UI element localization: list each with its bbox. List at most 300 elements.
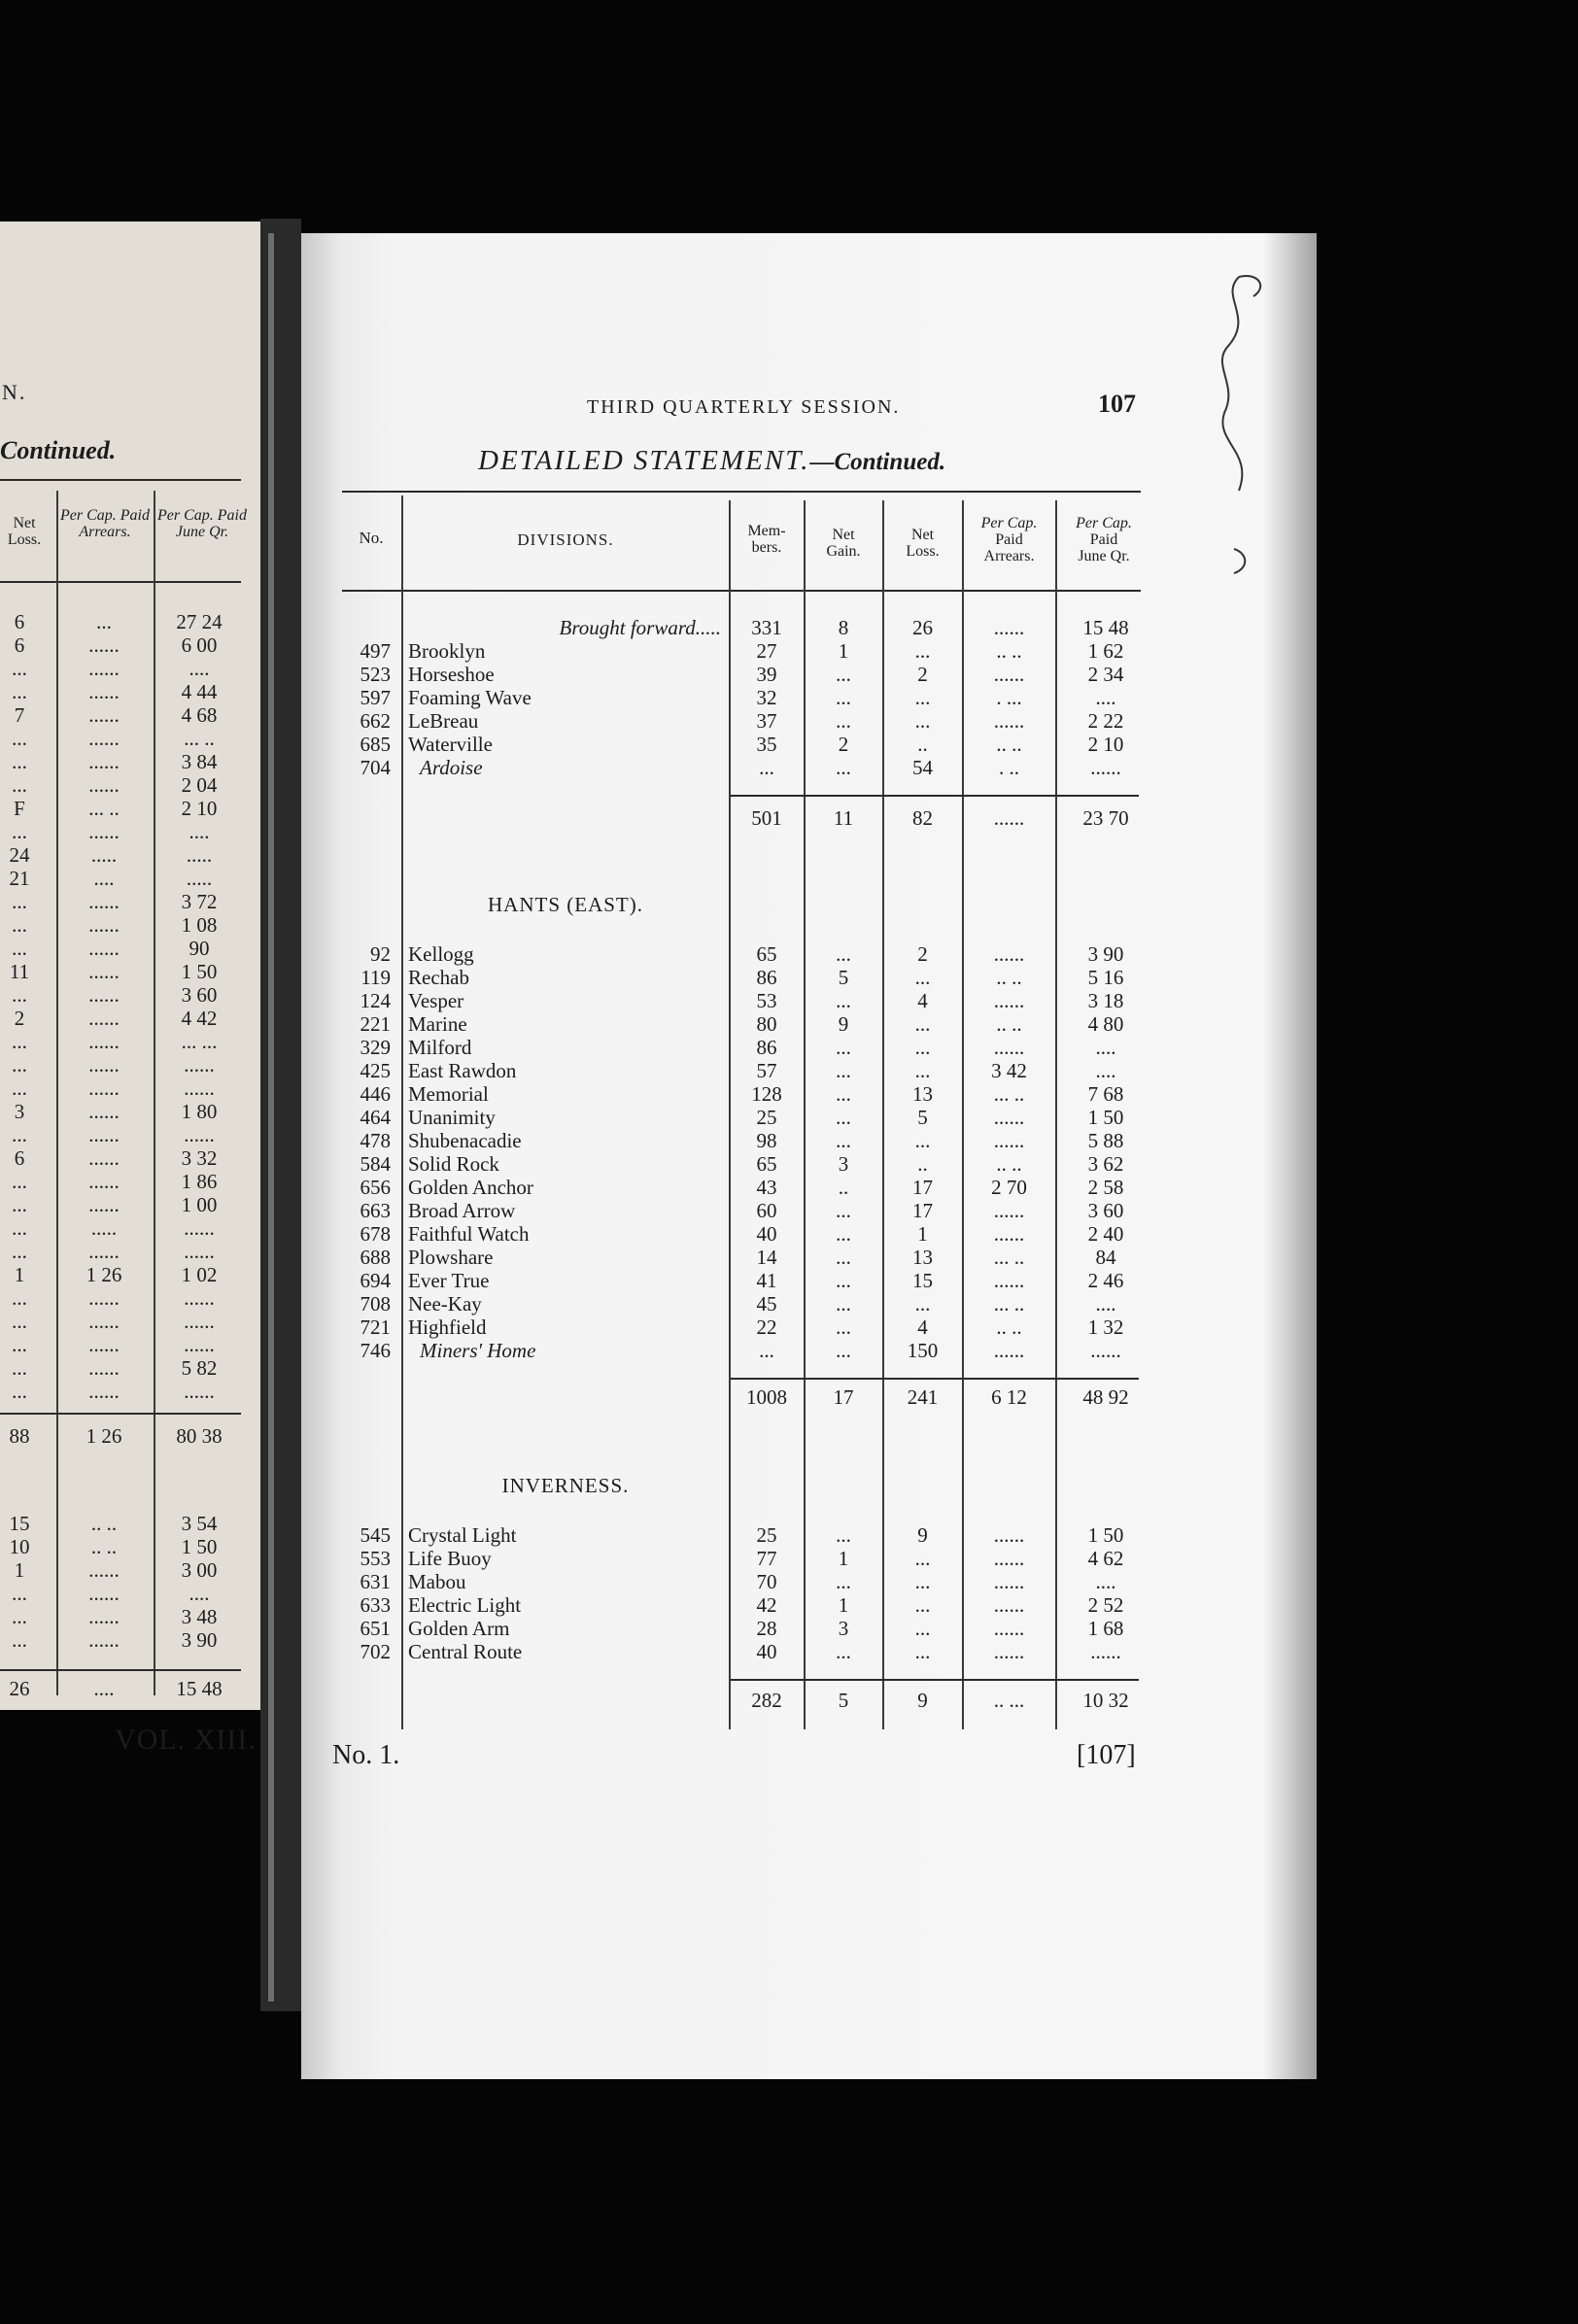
- table-row: [0, 966, 1578, 989]
- cell-members: 45: [756, 1292, 777, 1316]
- left-cell-arrears: ......: [88, 680, 120, 703]
- left-cell-june: ....: [189, 657, 210, 680]
- cell-name: Solid Rock: [408, 1152, 499, 1176]
- left-cell-loss: ...: [12, 1216, 27, 1240]
- table-row: [0, 686, 1578, 709]
- cell-gain: ...: [836, 756, 851, 779]
- left-cell-arrears: ......: [88, 773, 120, 797]
- left-cell-arrears: ......: [88, 960, 120, 983]
- left-cell-arrears: 1 26: [86, 1424, 122, 1448]
- footer-number: No. 1.: [332, 1740, 400, 1770]
- left-cell-june: ......: [184, 1333, 215, 1356]
- left-cell-arrears: ......: [88, 937, 120, 960]
- cell-loss: ...: [914, 709, 931, 733]
- total-members: 282: [751, 1689, 782, 1712]
- left-col-header-arrears: Per Cap. Paid Arrears.: [60, 507, 150, 540]
- cell-no: 553: [360, 1547, 391, 1570]
- total-loss: 9: [917, 1689, 928, 1712]
- left-cell-loss: ...: [12, 1030, 27, 1053]
- left-cell-june: 2 10: [181, 797, 218, 820]
- cell-members: 98: [756, 1129, 777, 1152]
- cell-members: 70: [756, 1570, 777, 1593]
- left-cell-june: 3 48: [181, 1605, 218, 1628]
- cell-no: 678: [360, 1222, 391, 1246]
- left-cell-loss: ...: [12, 1356, 27, 1380]
- total-members: 1008: [746, 1385, 787, 1409]
- cell-members: 32: [756, 686, 777, 709]
- cell-june: 1 68: [1087, 1617, 1124, 1640]
- cell-loss: 1: [917, 1222, 928, 1246]
- cell-june: 1 32: [1087, 1316, 1124, 1339]
- cell-members: 43: [756, 1176, 777, 1199]
- left-cell-june: ......: [184, 1286, 215, 1310]
- cell-june: 2 10: [1087, 733, 1124, 756]
- left-cell-arrears: ....: [93, 867, 115, 890]
- cell-arrears: ......: [993, 1547, 1025, 1570]
- cell-name: Unanimity: [408, 1106, 496, 1129]
- left-cell-loss: 88: [9, 1424, 30, 1448]
- cell-arrears: ......: [993, 663, 1025, 686]
- left-cell-loss: ...: [12, 820, 27, 843]
- cell-name: Memorial: [408, 1082, 489, 1106]
- table-row: [0, 1246, 1578, 1269]
- cell-name: Golden Anchor: [408, 1176, 533, 1199]
- cell-members: 39: [756, 663, 777, 686]
- section3-heading: INVERNESS.: [501, 1474, 630, 1497]
- cell-members: 86: [756, 1036, 777, 1059]
- cell-no: 464: [360, 1106, 391, 1129]
- header-arrears: Per Cap. Paid Arrears.: [980, 515, 1038, 564]
- cell-loss: ..: [917, 733, 928, 756]
- cell-loss: 13: [912, 1082, 933, 1106]
- cell-members: 28: [756, 1617, 777, 1640]
- cell-gain: ...: [836, 1316, 851, 1339]
- table-row: [0, 1176, 1578, 1199]
- left-cell-june: 4 42: [181, 1007, 218, 1030]
- left-cell-loss: 21: [9, 867, 30, 890]
- left-rule-header: [0, 581, 241, 583]
- cell-members: 65: [756, 942, 777, 966]
- cell-june: 1 50: [1087, 1523, 1124, 1547]
- cell-no: 478: [360, 1129, 391, 1152]
- left-cell-arrears: ......: [88, 1170, 120, 1193]
- left-cell-loss: ...: [12, 890, 27, 913]
- left-cell-arrears: ......: [88, 983, 120, 1007]
- cell-gain: ...: [836, 942, 851, 966]
- cell-june: 1 50: [1087, 1106, 1124, 1129]
- left-cell-loss: ...: [12, 773, 27, 797]
- cell-june: 1 62: [1087, 639, 1124, 663]
- running-head: THIRD QUARTERLY SESSION.: [587, 396, 901, 418]
- left-col-header-june: Per Cap. Paid June Qr.: [157, 507, 247, 540]
- cell-june: ......: [1090, 1640, 1121, 1663]
- cell-no: 425: [360, 1059, 391, 1082]
- left-cell-june: ... ...: [181, 1030, 218, 1053]
- handwritten-mark-icon: [1200, 267, 1278, 500]
- cell-arrears: ......: [993, 1617, 1025, 1640]
- cell-members: 77: [756, 1547, 777, 1570]
- left-cell-arrears: ......: [88, 1310, 120, 1333]
- cell-june: ....: [1095, 686, 1116, 709]
- cell-name: Waterville: [408, 733, 493, 756]
- cell-members: 25: [756, 1106, 777, 1129]
- left-cell-june: ......: [184, 1216, 215, 1240]
- footer-page: [107]: [1077, 1740, 1136, 1770]
- cell-name: Kellogg: [408, 942, 474, 966]
- cell-name: Mabou: [408, 1570, 466, 1593]
- left-cell-loss: 3: [14, 1100, 25, 1123]
- left-cell-arrears: ......: [88, 1356, 120, 1380]
- cell-gain: ...: [836, 1129, 851, 1152]
- cell-gain: ...: [836, 709, 851, 733]
- cell-loss: 9: [917, 1523, 928, 1547]
- cell-name: Foaming Wave: [408, 686, 532, 709]
- left-cell-loss: ...: [12, 983, 27, 1007]
- cell-no: 597: [360, 686, 391, 709]
- header-members: Mem- bers.: [747, 523, 786, 556]
- table-row: [0, 1036, 1578, 1059]
- table-row: [0, 1269, 1578, 1292]
- cell-members: 53: [756, 989, 777, 1012]
- left-cell-arrears: ......: [88, 657, 120, 680]
- cell-arrears: ......: [993, 942, 1025, 966]
- brought-forward-row: [0, 616, 1578, 639]
- table-row: [0, 639, 1578, 663]
- cell-name: Electric Light: [408, 1593, 522, 1617]
- cell-arrears: .. ..: [996, 733, 1022, 756]
- cell-arrears: 3 42: [991, 1059, 1027, 1082]
- header-gain: Net Gain.: [826, 527, 861, 560]
- cell-members: 22: [756, 1316, 777, 1339]
- cell-name: LeBreau: [408, 709, 479, 733]
- left-cell-arrears: .....: [90, 843, 118, 867]
- table-row: [0, 1082, 1578, 1106]
- left-cell-june: 15 48: [176, 1677, 223, 1700]
- cell-loss: ...: [914, 1640, 931, 1663]
- left-cell-loss: 24: [9, 843, 30, 867]
- cell-loss: ...: [914, 1012, 931, 1036]
- cell-members: 40: [756, 1222, 777, 1246]
- left-cell-june: ......: [184, 1053, 215, 1077]
- statement-title: DETAILED STATEMENT.—Continued.: [478, 445, 946, 476]
- cell-no: 694: [360, 1269, 391, 1292]
- table-row: [0, 989, 1578, 1012]
- cell-members: 80: [756, 1012, 777, 1036]
- cell-members: 331: [751, 616, 782, 639]
- left-cell-loss: 26: [9, 1677, 30, 1700]
- left-cell-june: 1 86: [181, 1170, 218, 1193]
- left-cell-loss: 15: [9, 1512, 30, 1535]
- cell-gain: ..: [838, 1176, 849, 1199]
- cell-arrears: ......: [993, 709, 1025, 733]
- table-row: [0, 1617, 1578, 1640]
- cell-loss: ...: [914, 1129, 931, 1152]
- cell-arrears: .. ..: [996, 1316, 1022, 1339]
- cell-gain: ...: [836, 1106, 851, 1129]
- cell-june: ....: [1095, 1570, 1116, 1593]
- left-cell-arrears: ......: [88, 1123, 120, 1146]
- left-cell-june: 1 02: [181, 1263, 218, 1286]
- cell-loss: ...: [914, 1593, 931, 1617]
- cell-loss: 2: [917, 663, 928, 686]
- left-cell-loss: ...: [12, 1077, 27, 1100]
- cell-members: 25: [756, 1523, 777, 1547]
- cell-gain: 1: [838, 639, 849, 663]
- left-cell-loss: 11: [9, 960, 30, 983]
- header-divisions: DIVISIONS.: [517, 530, 614, 549]
- cell-june: 15 48: [1082, 616, 1129, 639]
- cell-no: 708: [360, 1292, 391, 1316]
- table-row: [0, 1339, 1578, 1362]
- left-cell-june: ....: [189, 1582, 210, 1605]
- cell-name: Shubenacadie: [408, 1129, 522, 1152]
- left-cell-arrears: ......: [88, 1286, 120, 1310]
- left-cell-june: 3 90: [181, 1628, 218, 1652]
- header-june: Per Cap. Paid June Qr.: [1076, 515, 1132, 564]
- cell-gain: ...: [836, 1246, 851, 1269]
- left-cell-arrears: ......: [88, 1558, 120, 1582]
- left-total-rule: [0, 1669, 241, 1671]
- left-cell-arrears: ......: [88, 727, 120, 750]
- cell-name: Ardoise: [420, 756, 483, 779]
- cell-loss: ...: [914, 1036, 931, 1059]
- cell-gain: 3: [838, 1617, 849, 1640]
- cell-loss: 4: [917, 989, 928, 1012]
- total-arrears: 6 12: [991, 1385, 1027, 1409]
- left-cell-arrears: ......: [88, 890, 120, 913]
- left-cell-june: 3 72: [181, 890, 218, 913]
- total-june: 48 92: [1082, 1385, 1129, 1409]
- left-continued: Continued.: [0, 436, 117, 464]
- left-col-header-loss: Net Loss.: [7, 515, 42, 548]
- cell-arrears: ......: [993, 1523, 1025, 1547]
- cell-members: 128: [751, 1082, 782, 1106]
- cell-loss: 15: [912, 1269, 933, 1292]
- left-cell-june: ... ..: [184, 727, 215, 750]
- left-cell-loss: ...: [12, 1605, 27, 1628]
- cell-arrears: .. ..: [996, 639, 1022, 663]
- cell-arrears: ......: [993, 1593, 1025, 1617]
- cell-name: Life Buoy: [408, 1547, 492, 1570]
- left-cell-june: 1 50: [181, 960, 218, 983]
- table-row: [0, 1316, 1578, 1339]
- cell-loss: 150: [907, 1339, 939, 1362]
- cell-no: 746: [360, 1339, 391, 1362]
- left-cell-arrears: ......: [88, 1628, 120, 1652]
- left-cell-arrears: ......: [88, 1240, 120, 1263]
- cell-gain: ...: [836, 1036, 851, 1059]
- left-cell-arrears: ... ..: [88, 797, 120, 820]
- left-cell-arrears: ......: [88, 1380, 120, 1403]
- left-cell-arrears: .....: [90, 1216, 118, 1240]
- left-cell-june: ......: [184, 1240, 215, 1263]
- total-june: 23 70: [1082, 806, 1129, 830]
- cell-gain: ...: [836, 1222, 851, 1246]
- cell-name: Plowshare: [408, 1246, 494, 1269]
- cell-members: ...: [759, 1339, 774, 1362]
- table-row: [0, 756, 1578, 779]
- left-cell-arrears: ...: [96, 610, 112, 633]
- cell-gain: 1: [838, 1593, 849, 1617]
- cell-no: 704: [360, 756, 391, 779]
- cell-arrears: . ...: [996, 686, 1022, 709]
- cell-no: 721: [360, 1316, 391, 1339]
- left-cell-june: .....: [186, 843, 213, 867]
- cell-gain: 9: [838, 1012, 849, 1036]
- cell-members: 35: [756, 733, 777, 756]
- cell-gain: ...: [836, 1523, 851, 1547]
- cell-no: 523: [360, 663, 391, 686]
- cell-gain: 5: [838, 966, 849, 989]
- cell-no: 651: [360, 1617, 391, 1640]
- cell-no: 688: [360, 1246, 391, 1269]
- cell-june: ......: [1090, 756, 1121, 779]
- left-cell-loss: ...: [12, 1286, 27, 1310]
- left-cell-loss: 7: [14, 703, 25, 727]
- cell-june: 2 46: [1087, 1269, 1124, 1292]
- left-cell-loss: ...: [12, 1193, 27, 1216]
- cell-name: Faithful Watch: [408, 1222, 530, 1246]
- cell-gain: ...: [836, 663, 851, 686]
- section2-heading: HANTS (EAST).: [488, 893, 643, 916]
- left-cell-june: ......: [184, 1310, 215, 1333]
- cell-members: 60: [756, 1199, 777, 1222]
- cell-june: ....: [1095, 1292, 1116, 1316]
- cell-june: 3 18: [1087, 989, 1124, 1012]
- cell-arrears: ......: [993, 1339, 1025, 1362]
- cell-june: 3 90: [1087, 942, 1124, 966]
- cell-gain: ...: [836, 1570, 851, 1593]
- left-cell-arrears: ......: [88, 1077, 120, 1100]
- margin-mark-icon: [1229, 544, 1258, 583]
- cell-june: 4 62: [1087, 1547, 1124, 1570]
- left-cell-june: 80 38: [176, 1424, 223, 1448]
- cell-gain: ...: [836, 989, 851, 1012]
- table-rule-header: [342, 590, 1141, 592]
- table-row: [0, 1593, 1578, 1617]
- cell-name: Central Route: [408, 1640, 523, 1663]
- left-cell-loss: 1: [14, 1558, 25, 1582]
- cell-no: 584: [360, 1152, 391, 1176]
- left-cell-june: 5 82: [181, 1356, 218, 1380]
- brought-forward-label: Brought forward.....: [559, 616, 721, 639]
- cell-gain: 1: [838, 1547, 849, 1570]
- cell-name: Highfield: [408, 1316, 487, 1339]
- left-cell-loss: 1: [14, 1263, 25, 1286]
- left-cell-arrears: ......: [88, 750, 120, 773]
- left-cell-loss: ...: [12, 680, 27, 703]
- cell-loss: 2: [917, 942, 928, 966]
- section3-total-rule: [731, 1679, 1139, 1681]
- section2-total-rule: [731, 1378, 1139, 1380]
- cell-no: 702: [360, 1640, 391, 1663]
- cell-loss: 13: [912, 1246, 933, 1269]
- cell-june: 3 62: [1087, 1152, 1124, 1176]
- left-cell-arrears: ......: [88, 1333, 120, 1356]
- left-cell-june: 3 54: [181, 1512, 218, 1535]
- cell-gain: 3: [838, 1152, 849, 1176]
- left-cell-june: 3 00: [181, 1558, 218, 1582]
- left-cell-june: 6 00: [181, 633, 218, 657]
- table-row: [0, 1523, 1578, 1547]
- left-cell-loss: ...: [12, 1170, 27, 1193]
- total-gain: 11: [833, 806, 854, 830]
- cell-loss: ...: [914, 639, 931, 663]
- table-row: [0, 1640, 1578, 1663]
- left-cell-loss: 6: [14, 1146, 25, 1170]
- left-rule-top: [0, 479, 241, 481]
- left-cell-loss: 10: [9, 1535, 30, 1558]
- left-cell-arrears: ......: [88, 820, 120, 843]
- cell-members: 65: [756, 1152, 777, 1176]
- left-cell-loss: ...: [12, 1582, 27, 1605]
- cell-name: Crystal Light: [408, 1523, 517, 1547]
- cell-june: 5 88: [1087, 1129, 1124, 1152]
- cell-arrears: .. ..: [996, 966, 1022, 989]
- section1-total-row: [0, 806, 1578, 830]
- cell-members: 42: [756, 1593, 777, 1617]
- cell-gain: ...: [836, 686, 851, 709]
- cell-name: Marine: [408, 1012, 467, 1036]
- cell-no: 685: [360, 733, 391, 756]
- left-cell-arrears: ....: [93, 1677, 115, 1700]
- cell-no: 663: [360, 1199, 391, 1222]
- table-row: [0, 1106, 1578, 1129]
- cell-arrears: ......: [993, 1269, 1025, 1292]
- table-row: [0, 709, 1578, 733]
- table-row: [0, 1152, 1578, 1176]
- cell-gain: ...: [836, 1640, 851, 1663]
- cell-gain: ...: [836, 1082, 851, 1106]
- cell-members: 57: [756, 1059, 777, 1082]
- cell-name: Rechab: [408, 966, 469, 989]
- left-footer-vol: VOL. XIII.: [115, 1724, 257, 1756]
- cell-june: 2 34: [1087, 663, 1124, 686]
- cell-no: 497: [360, 639, 391, 663]
- cell-members: 86: [756, 966, 777, 989]
- cell-name: Vesper: [408, 989, 464, 1012]
- left-cell-loss: ...: [12, 1380, 27, 1403]
- left-cell-loss: ...: [12, 913, 27, 937]
- cell-arrears: ......: [993, 616, 1025, 639]
- cell-loss: 17: [912, 1176, 933, 1199]
- left-cell-loss: ...: [12, 1310, 27, 1333]
- cell-loss: ...: [914, 686, 931, 709]
- left-cell-june: 1 50: [181, 1535, 218, 1558]
- left-cell-june: ......: [184, 1380, 215, 1403]
- table-row: [0, 1292, 1578, 1316]
- cell-no: 119: [360, 966, 391, 989]
- cell-arrears: ......: [993, 1129, 1025, 1152]
- cell-june: 5 16: [1087, 966, 1124, 989]
- cell-no: 662: [360, 709, 391, 733]
- cell-arrears: ......: [993, 1640, 1025, 1663]
- left-cell-loss: ...: [12, 1628, 27, 1652]
- table-row: [0, 733, 1578, 756]
- table-row: [0, 1547, 1578, 1570]
- cell-arrears: ... ..: [993, 1292, 1025, 1316]
- total-members: 501: [751, 806, 782, 830]
- left-cell-june: 1 08: [181, 913, 218, 937]
- header-no: No.: [359, 529, 384, 547]
- total-gain: 5: [838, 1689, 849, 1712]
- cell-name: East Rawdon: [408, 1059, 517, 1082]
- left-cell-june: 3 32: [181, 1146, 218, 1170]
- cell-june: 3 60: [1087, 1199, 1124, 1222]
- cell-gain: ...: [836, 1199, 851, 1222]
- cell-loss: ...: [914, 1617, 931, 1640]
- table-row: [0, 942, 1578, 966]
